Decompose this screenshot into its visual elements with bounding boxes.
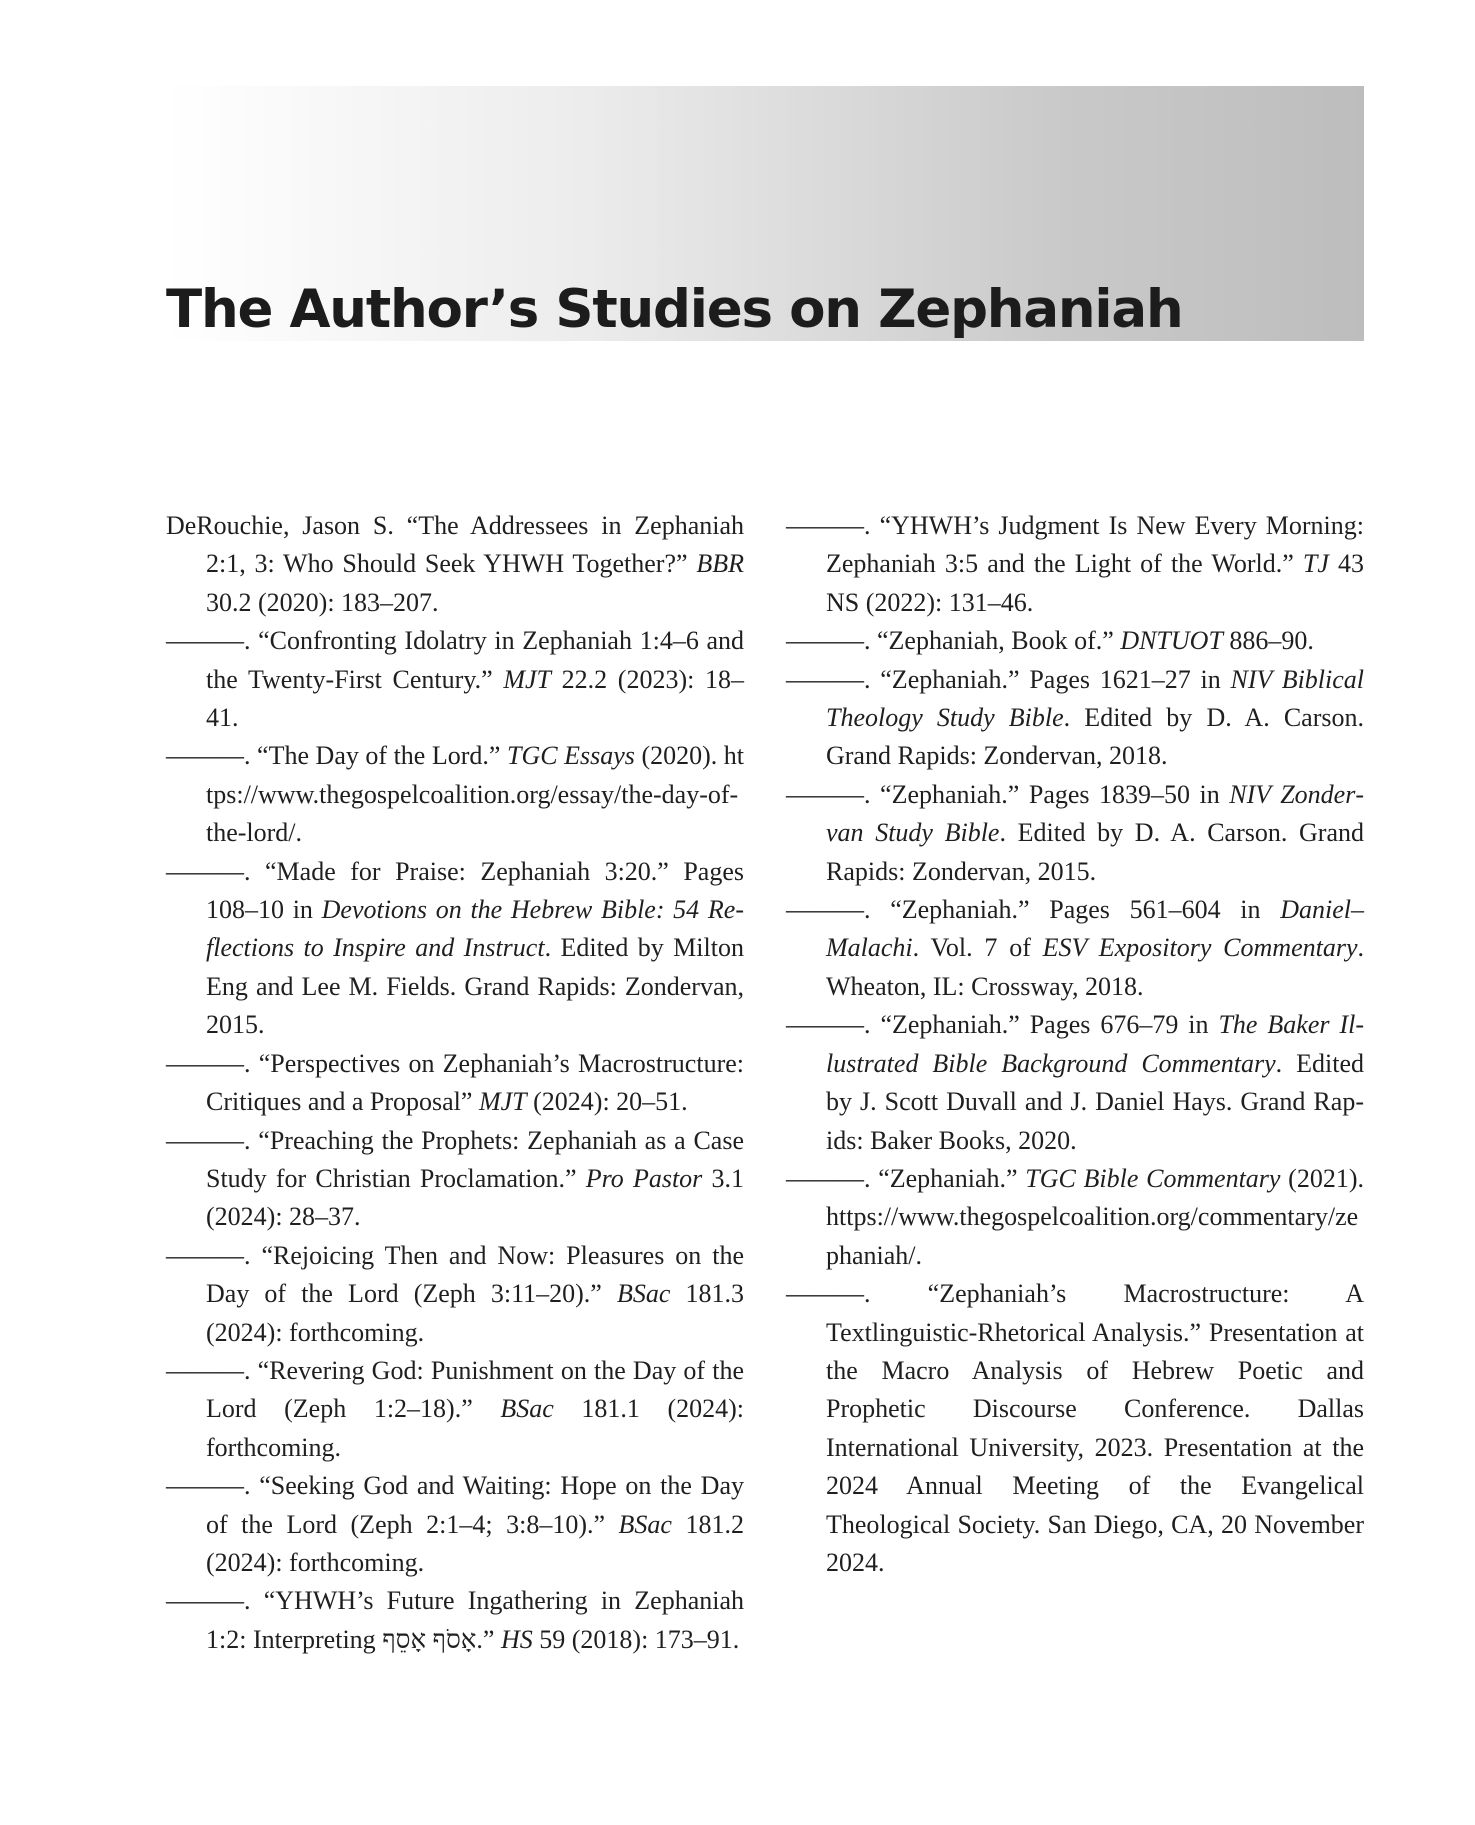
- bibliography-entry: ———. “Rejoicing Then and Now: Pleasures on the Day of the Lord (Zeph 3:11–20).” BSac 181.3 (2024): forthcoming.: [166, 1240, 744, 1347]
- entry-text: 886–90.: [1222, 626, 1314, 656]
- entry-text: “Zephaniah.” Pages 1621–27 in: [880, 664, 1231, 694]
- entry-title-italic: MJT: [478, 1087, 527, 1117]
- entry-text: (2024): 20–51.: [526, 1087, 688, 1117]
- entry-text: (2021). https://www.thegospelcoalition.org/commentary/zephaniah/.: [826, 1163, 1364, 1270]
- entry-text: “Zephaniah.” Pages 561–604 in: [890, 895, 1281, 925]
- entry-text: 3.1 (2024): 28–37.: [206, 1163, 744, 1232]
- bibliography-entry: ———. “YHWH’s Future Ingathering in Zephaniah 1:2: Interpreting אָסֹף אָסֵף.” HS 59 (2018): 173–91.: [166, 1586, 744, 1654]
- entry-text: . Edited by D. A. Carson. Grand Rapids: Zondervan, 2018.: [826, 703, 1364, 771]
- bibliography-entry: ———. “Zephaniah.” Pages 561–604 in Daniel–Malachi. Vol. 7 of ESV Expository Commentary. Wheaton, IL: Crossway, 2018.: [786, 895, 1365, 1001]
- entry-text: “Revering God: Punishment on the Day of the Lord (Zeph 1:2–18).”: [206, 1355, 744, 1424]
- entry-text: 181.2 (2024): forthcoming.: [206, 1509, 744, 1577]
- repeat-author-dash: ———: [786, 511, 864, 540]
- entry-title-italic: BSac: [618, 1509, 672, 1539]
- repeat-author-dash: ———: [166, 1586, 244, 1616]
- bibliography-entry: ———. “Revering God: Punishment on the Day of the Lord (Zeph 1:2–18).” BSac 181.1 (2024): forthcoming.: [166, 1355, 744, 1462]
- repeat-author-dash: ———: [166, 1240, 244, 1270]
- bibliography-entry: ———. “Perspectives on Zephaniah’s Macrostructure: Critiques and a Proposal” MJT (2024): 20–51.: [166, 1048, 744, 1117]
- bibliography-entry: ———. “Zephaniah.” Pages 1839–50 in NIV Zondervan Study Bible. Edited by D. A. Carson. Grand Rapids: Zondervan, 2015.: [786, 779, 1365, 886]
- repeat-author-dash: ———: [166, 741, 244, 771]
- entry-text: “The Day of the Lord.”: [257, 741, 508, 771]
- entry-text: 43 NS (2022): 131–46.: [826, 549, 1364, 617]
- entry-title-italic: MJT: [503, 664, 551, 694]
- bibliography-entry: ———. “Preaching the Prophets: Zephaniah as a Case Study for Christian Proclamation.” Pro Pastor 3.1 (2024): 28–37.: [166, 1125, 745, 1232]
- bibliography-entry: ———. “Zephaniah.” Pages 676–79 in The Baker Illustrated Bible Background Commentary. Edited by J. Scott Duvall and J. Daniel Hays. Grand Rapids: Baker Books, 2020.: [786, 1010, 1364, 1155]
- entry-text: “The Addressees in Zephaniah 2:1, 3: Who Should Seek YHWH Together?”: [206, 511, 744, 579]
- entry-text: “Zephaniah’s Macrostructure: A Textlinguistic-Rhetorical Analysis.” Presentation at the Macro Analysis of Hebrew Poetic and Prophetic Discourse Conference. Dallas International University, 2023. Presentation at the 2024 Annual Meeting of the Evangelical Theological Society. San Diego, CA, 20 November 2024.: [826, 1279, 1364, 1577]
- entry-text: “Preaching the Prophets: Zephaniah as a Case Study for Christian Proclamation.”: [206, 1125, 745, 1193]
- entry-title-italic: TGC Bible Commentary: [1025, 1163, 1281, 1193]
- entry-title-italic: BBR: [696, 549, 744, 579]
- entry-title-italic: TJ: [1302, 549, 1329, 579]
- repeat-author-dash: ———: [166, 1355, 244, 1385]
- entry-title-italic: DNTUOT: [1120, 626, 1223, 656]
- entry-title-italic: HS: [500, 1624, 533, 1654]
- bibliography-entry: ———. “Zephaniah.” TGC Bible Commentary (2021). https://www.thegospelcoalition.org/commentary/zephaniah/.: [786, 1163, 1364, 1270]
- entry-text: “Confronting Idolatry in Zephaniah 1:4–6 and the Twenty-First Century.”: [206, 626, 744, 694]
- entry-text: . Vol. 7 of: [912, 933, 1043, 963]
- entry-text: “Made for Praise: Zephaniah 3:20.” Pages 108–10 in: [206, 856, 745, 925]
- bibliography-entry: ———. “Zephaniah’s Macrostructure: A Textlinguistic-Rhetorical Analysis.” Presentation at the Macro Analysis of Hebrew Poetic and Prophetic Discourse Conference. Dallas International University, 2023. Presentation at the 2024 Annual Meeting of the Evangelical Theological Society. San Diego, CA, 20 November 2024.: [786, 1279, 1364, 1577]
- repeat-author-dash: ———: [786, 779, 864, 809]
- entry-text: . Edited by J. Scott Duvall and J. Daniel Hays. Grand Rapids: Baker Books, 2020.: [826, 1048, 1364, 1155]
- entry-title-italic: TGC Essays: [507, 741, 635, 771]
- repeat-author-dash: ———: [786, 895, 864, 925]
- entry-title-italic: Daniel–Malachi: [826, 895, 1365, 963]
- entry-title-italic: BSac: [500, 1394, 554, 1424]
- repeat-author-dash: ———: [786, 626, 864, 656]
- bibliography-entry: ———. “Zephaniah.” Pages 1621–27 in NIV Biblical Theology Study Bible. Edited by D. A. Carson. Grand Rapids: Zondervan, 2018.: [786, 664, 1365, 771]
- repeat-author-dash: ———: [786, 1010, 864, 1040]
- entry-text: “Zephaniah, Book of.”: [877, 626, 1121, 656]
- entry-text: . Wheaton, IL: Crossway, 2018.: [826, 933, 1364, 1001]
- entry-text: “Zephaniah.” Pages 1839–50 in: [880, 779, 1230, 809]
- page-title: The Author’s Studies on Zephaniah: [166, 279, 1183, 340]
- entry-title-italic: Devotions on the Hebrew Bible: 54 Reflections to Inspire and Instruct: [206, 895, 744, 963]
- entry-title-italic: Pro Pastor: [585, 1163, 703, 1193]
- repeat-author-dash: ———: [166, 1471, 244, 1501]
- bibliography-entry: ———. “Seeking God and Waiting: Hope on the Day of the Lord (Zeph 2:1–4; 3:8–10).” BSac 181.2 (2024): forthcoming.: [166, 1471, 744, 1577]
- entry-text: “Zephaniah.” Pages 676–79 in: [880, 1010, 1219, 1040]
- entry-text: (2020). https://www.thegospelcoalition.org/essay/the-day-of-the-lord/.: [206, 741, 745, 848]
- bibliography-entry: ———. “YHWH’s Judgment Is New Every Morning: Zephaniah 3:5 and the Light of the World.” TJ 43 NS (2022): 131–46.: [786, 511, 1364, 617]
- entry-title-italic: NIV Zondervan Study Bible: [826, 779, 1365, 848]
- repeat-author-dash: ———: [786, 1279, 864, 1309]
- entry-text: 181.3 (2024): forthcoming.: [206, 1279, 744, 1347]
- entry-text: . Edited by D. A. Carson. Grand Rapids: Zondervan, 2015.: [826, 818, 1364, 886]
- entry-text: “Zephaniah.”: [878, 1163, 1026, 1193]
- entry-title-italic: The Baker Illustrated Bible Background Commentary: [826, 1010, 1364, 1078]
- entry-text: 22.2 (2023): 18–41.: [206, 664, 745, 733]
- entry-title-italic: ESV Expository Commentary: [1042, 933, 1358, 963]
- repeat-author-dash: ———: [166, 1125, 244, 1155]
- entry-author: DeRouchie, Jason S.: [166, 511, 407, 540]
- repeat-author-dash: ———: [166, 856, 244, 886]
- entry-text: 30.2 (2020): 183–207.: [206, 587, 439, 617]
- bibliography-entry: ———. “Confronting Idolatry in Zephaniah 1:4–6 and the Twenty-First Century.” MJT 22.2 (2023): 18–41.: [166, 626, 745, 733]
- entry-title-italic: BSac: [616, 1279, 671, 1309]
- bibliography-right-column: [786, 507, 1364, 1582]
- repeat-author-dash: ———: [786, 1163, 864, 1193]
- repeat-author-dash: ———: [166, 626, 244, 656]
- repeat-author-dash: ———: [166, 1048, 244, 1078]
- bibliography-entry: [166, 507, 744, 622]
- bibliography-left-column: [166, 507, 744, 1659]
- entry-text: “YHWH’s Judgment Is New Every Morning: Zephaniah 3:5 and the Light of the World.”: [826, 511, 1364, 579]
- entry-text: “Seeking God and Waiting: Hope on the Day of the Lord (Zeph 2:1–4; 3:8–10).”: [206, 1471, 744, 1539]
- entry-text: . Edited by Milton Eng and Lee M. Fields. Grand Rapids: Zondervan, 2015.: [206, 933, 744, 1040]
- entry-text: “Perspectives on Zephaniah’s Macrostructure: Critiques and a Proposal”: [206, 1048, 744, 1117]
- repeat-author-dash: ———: [786, 664, 864, 694]
- bibliography-entry: ———. “Zephaniah, Book of.” DNTUOT 886–90.: [786, 626, 1314, 656]
- entry-text: 181.1 (2024): forthcoming.: [206, 1394, 744, 1462]
- entry-text: “Rejoicing Then and Now: Pleasures on the Day of the Lord (Zeph 3:11–20).”: [206, 1240, 744, 1309]
- bibliography-entry: ———. “The Day of the Lord.” TGC Essays (2020). https://www.thegospelcoalition.org/essay/the-day-of-the-lord/.: [166, 741, 745, 848]
- entry-title-italic: NIV Biblical Theology Study Bible: [826, 664, 1365, 733]
- entry-text: 59 (2018): 173–91.: [532, 1624, 740, 1654]
- entry-text: “YHWH’s Future Ingathering in Zephaniah 1:2: Interpreting אָסֹף אָסֵף.”: [206, 1586, 744, 1654]
- bibliography-entry: ———. “Made for Praise: Zephaniah 3:20.” Pages 108–10 in Devotions on the Hebrew Bible: 54 Reflections to Inspire and Instruct. Edited by Milton Eng and Lee M. Fields. Grand Rapids: Zondervan, 2015.: [166, 856, 745, 1040]
